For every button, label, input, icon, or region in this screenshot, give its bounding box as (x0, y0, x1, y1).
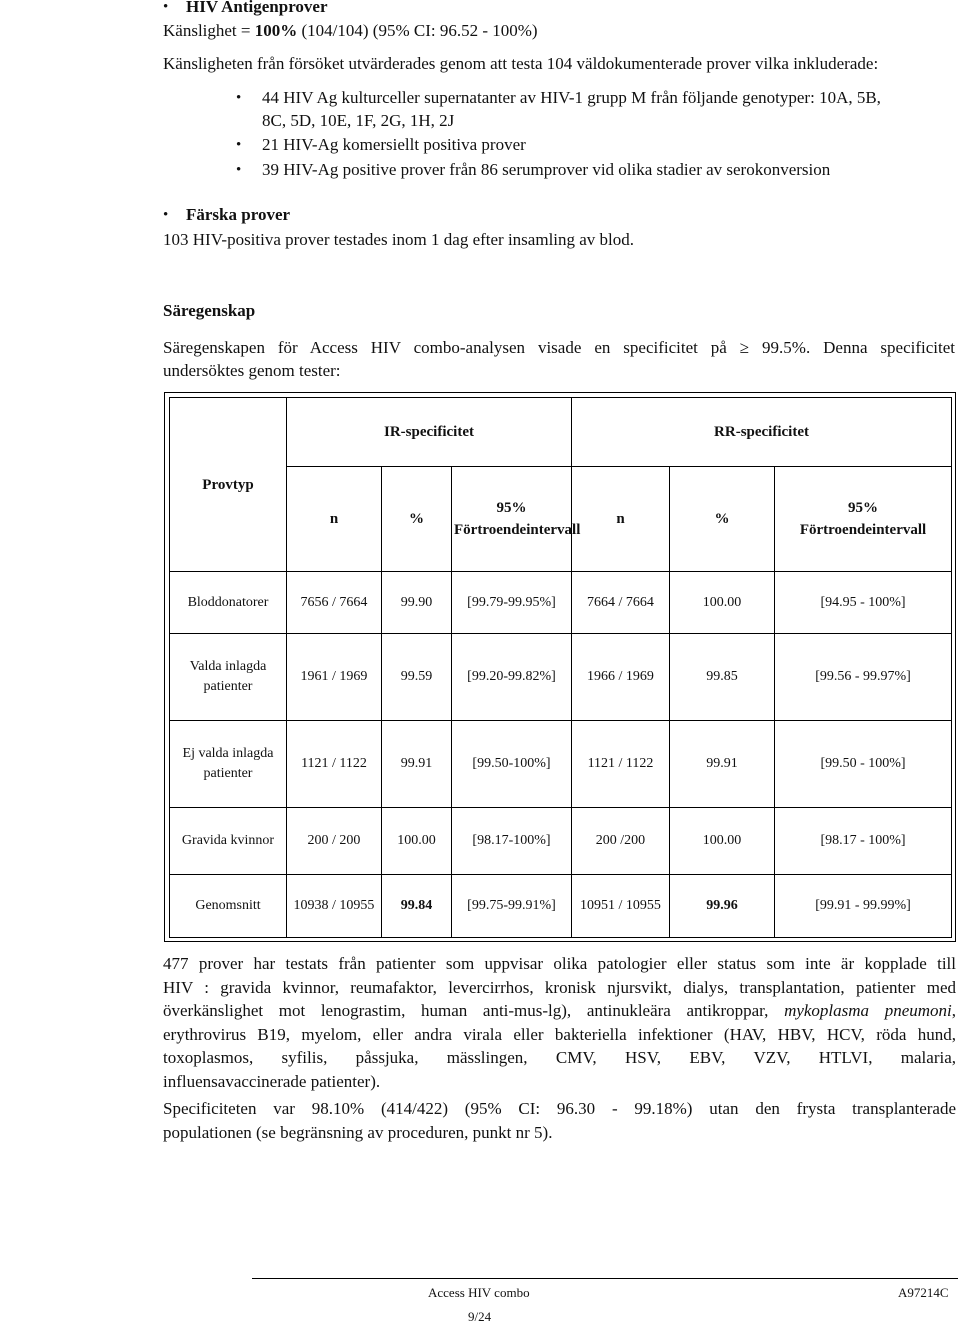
cell-rr-pct: 99.85 (670, 634, 775, 721)
paragraph-line: influensavaccinerade patienter). (163, 1071, 381, 1091)
cell-ir-n: 1961 / 1969 (287, 634, 382, 721)
bullet-icon: • (163, 0, 169, 15)
cell-rr-ci: [99.50 - 100%] (775, 721, 952, 808)
cell-ir-n: 200 / 200 (287, 808, 382, 875)
header-ir-specificity: IR-specificitet (287, 398, 572, 467)
bullet-icon: • (236, 90, 242, 106)
list-item: 39 HIV-Ag positive prover från 86 serumprover vid olika stadier av serokonversion (262, 160, 831, 179)
cell-ir-n: 1121 / 1122 (287, 721, 382, 808)
cell-ir-pct: 100.00 (382, 808, 452, 875)
specificity-line-1: Säregenskapen för Access HIV combo-analysen visade en specificitet på ≥ 99.5%. Denna specificitet (163, 338, 955, 357)
cell-rr-n: 200 /200 (572, 808, 670, 875)
cell-ir-pct: 99.90 (382, 572, 452, 634)
paragraph-line: 477 prover har testats från patienter som uppvisar olika patologier eller status som inte är kopplade till (163, 954, 956, 973)
fresh-samples-text: 103 HIV-positiva prover testades inom 1 dag efter insamling av blod. (163, 230, 635, 249)
cell-type: Ej valda inlagda patienter (170, 721, 287, 808)
cell-rr-n: 7664 / 7664 (572, 572, 670, 634)
italic-term: mykoplasma pneumoni (784, 1001, 952, 1020)
list-item: 21 HIV-Ag komersiellt positiva prover (262, 135, 526, 154)
cell-type: Gravida kvinnor (170, 808, 287, 875)
paragraph-line (163, 999, 956, 1023)
cell-ir-pct: 99.91 (382, 721, 452, 808)
paragraph-line: HIV : gravida kvinnor, reumafaktor, levercirrhos, kronisk njursvikt, dialys, transplantation, patienter med (163, 977, 956, 997)
sensitivity-rest: (104/104) (95% CI: 96.52 - 100%) (297, 21, 538, 40)
header-rr-n: n (572, 467, 670, 572)
sensitivity-prefix: Känslighet = (163, 21, 255, 40)
cell-ir-pct: 99.59 (382, 634, 452, 721)
cell-rr-pct: 99.91 (670, 721, 775, 808)
bullet-icon: • (236, 137, 242, 153)
header-ir-ci: 95% Förtroendeintervall (452, 467, 572, 572)
footer-product: Access HIV combo (428, 1285, 530, 1300)
header-rr-ci: 95% Förtroendeintervall (775, 467, 952, 572)
paragraph-line: erythrovirus B19, myelom, eller andra virala eller bakteriella infektioner (HAV, HBV, HCV, röda hund, (163, 1024, 956, 1044)
cell-ir-ci: [99.79-99.95%] (452, 572, 572, 634)
cell-ir-ci: [99.50-100%] (452, 721, 572, 808)
bullet-icon: • (163, 207, 169, 223)
cell-rr-n: 1966 / 1969 (572, 634, 670, 721)
paragraph-line: populationen (se begränsning av proceduren, punkt nr 5). (163, 1122, 553, 1142)
cell-ir-ci: [99.75-99.91%] (452, 875, 572, 938)
table-row (170, 808, 952, 875)
cell-rr-ci: [99.91 - 99.99%] (775, 875, 952, 938)
cell-rr-n: 1121 / 1122 (572, 721, 670, 808)
table-row (170, 875, 952, 938)
cell-rr-ci: [99.56 - 99.97%] (775, 634, 952, 721)
table-row (170, 634, 952, 721)
list-item-continuation: 8C, 5D, 10E, 1F, 2G, 1H, 2J (262, 111, 455, 130)
bullet-icon: • (236, 162, 242, 178)
cell-rr-ci: [98.17 - 100%] (775, 808, 952, 875)
cell-type: Bloddonatorer (170, 572, 287, 634)
cell-type: Valda inlagda patienter (170, 634, 287, 721)
cell-type: Genomsnitt (170, 875, 287, 938)
cell-rr-pct: 99.96 (670, 875, 775, 938)
patient-paragraph (163, 952, 956, 1093)
sensitivity-intro: Känsligheten från försöket utvärderades genom att testa 104 väldokumenterade prover vilka inkluderade: (163, 54, 879, 73)
header-ir-n: n (287, 467, 382, 572)
header-provtyp: Provtyp (170, 398, 287, 572)
paragraph-line: toxoplasmos, syfilis, påssjuka, mässlingen, CMV, HSV, EBV, VZV, HTLVI, malaria, (163, 1048, 956, 1067)
cell-rr-pct: 100.00 (670, 572, 775, 634)
cell-ir-ci: [98.17-100%] (452, 808, 572, 875)
specificity-table (169, 397, 952, 938)
line-post: , (951, 1001, 956, 1020)
sensitivity-line (163, 20, 538, 42)
sensitivity-value: 100% (254, 21, 298, 40)
header-rr-specificity: RR-specificitet (572, 398, 952, 467)
table-row (170, 721, 952, 808)
cell-rr-n: 10951 / 10955 (572, 875, 670, 938)
list-item: 44 HIV Ag kulturceller supernatanter av HIV-1 grupp M från följande genotyper: 10A, 5B, (262, 88, 881, 107)
cell-rr-pct: 100.00 (670, 808, 775, 875)
cell-ir-n: 10938 / 10955 (287, 875, 382, 938)
cell-rr-ci: [94.95 - 100%] (775, 572, 952, 634)
section-title-fresh-samples: Färska prover (186, 205, 291, 224)
cell-ir-n: 7656 / 7664 (287, 572, 382, 634)
footer-doc-id: A97214C (898, 1285, 949, 1300)
header-ir-pct: % (382, 467, 452, 572)
cell-ir-pct: 99.84 (382, 875, 452, 938)
line-pre: överkänslighet mot lenograstim, human anti-mus-lg), antinukleära antikroppar, (163, 1001, 785, 1020)
footer-divider (252, 1278, 958, 1279)
section-title-specificity: Säregenskap (163, 301, 256, 320)
table-row (170, 572, 952, 634)
specificity-line-2: undersöktes genom tester: (163, 361, 341, 380)
header-rr-pct: % (670, 467, 775, 572)
footer-page-number: 9/24 (468, 1309, 492, 1324)
specificity-paragraph (163, 1097, 956, 1144)
paragraph-line: Specificiteten var 98.10% (414/422) (95% CI: 96.30 - 99.18%) utan den frysta transplanterade (163, 1099, 956, 1118)
cell-ir-ci: [99.20-99.82%] (452, 634, 572, 721)
section-title-hiv-antigen: HIV Antigenprover (186, 0, 328, 16)
